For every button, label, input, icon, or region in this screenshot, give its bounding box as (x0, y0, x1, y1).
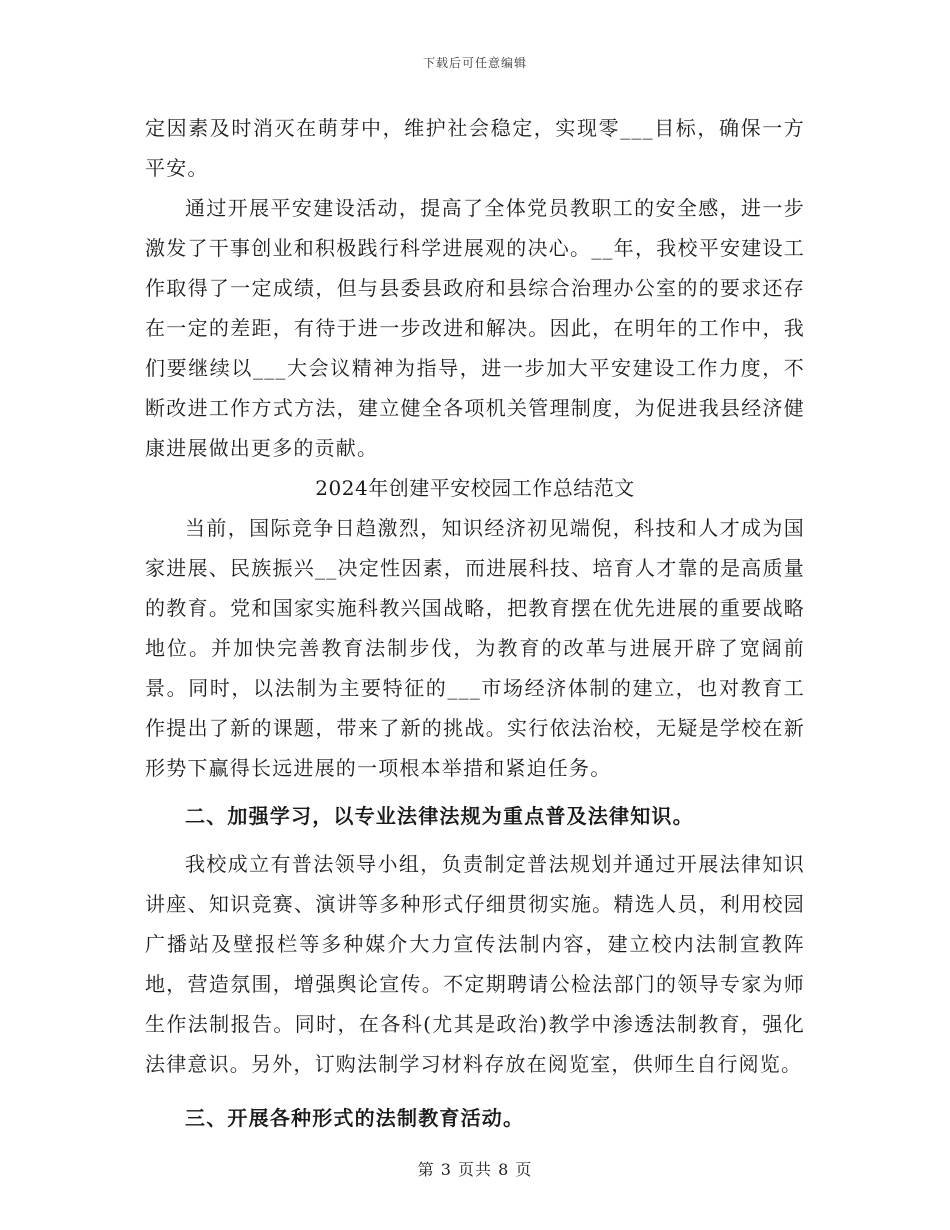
paragraph-introduction: 当前，国际竞争日趋激烈，知识经济初见端倪，科技和人才成为国家进展、民族振兴__决定性因素，而进展科技、培育人才靠的是高质量的教育。党和国家实施科教兴国战略，把教育摆在优先进展的重要战略地位。并加快完善教育法制步伐，为教育的改革与进展开辟了宽阔前景。同时，以法制为主要特征的___市场经济体制的建立，也对教育工作提出了新的课题，带来了新的挑战。实行依法治校，无疑是学校在新形势下赢得长远进展的一项根本举措和紧迫任务。 (145, 516, 805, 780)
document-title: 2024年创建平安校园工作总结范文 (315, 476, 635, 500)
paragraph-safety-summary: 通过开展平安建设活动，提高了全体党员教职工的安全感，进一步激发了干事创业和积极践行科学进展观的决心。__年，我校平安建设工作取得了一定成绩，但与县委县政府和县综合治理办公室的的要求还存在一定的差距，有待于进一步改进和解决。因此，在明年的工作中，我们要继续以___大会议精神为指导，进一步加大平安建设工作力度，不断改进工作方式方法，建立健全各项机关管理制度，为促进我县经济健康进展做出更多的贡献。 (145, 196, 805, 460)
paragraph-law-education: 我校成立有普法领导小组，负责制定普法规划并通过开展法律知识讲座、知识竞赛、演讲等多种形式仔细贯彻实施。精选人员，利用校园广播站及壁报栏等多种媒介大力宣传法制内容，建立校内法制宣教阵地，营造氛围，增强舆论宣传。不定期聘请公检法部门的领导专家为师生作法制报告。同时，在各科(尤其是政治)教学中渗透法制教育，强化法律意识。另外，订购法制学习材料存放在阅览室，供师生自行阅览。 (145, 852, 805, 1076)
section-heading-3: 三、开展各种形式的法制教育活动。 (185, 1106, 525, 1130)
paragraph-continuation: 定因素及时消灭在萌芽中，维护社会稳定，实现零___目标，确保一方平安。 (145, 116, 805, 180)
page-number: 第 3 页共 8 页 (417, 1160, 533, 1179)
document-body (145, 108, 805, 1146)
page-header-note: 下载后可任意编辑 (422, 56, 527, 70)
section-heading-2: 二、加强学习，以专业法律法规为重点普及法律知识。 (185, 804, 694, 828)
